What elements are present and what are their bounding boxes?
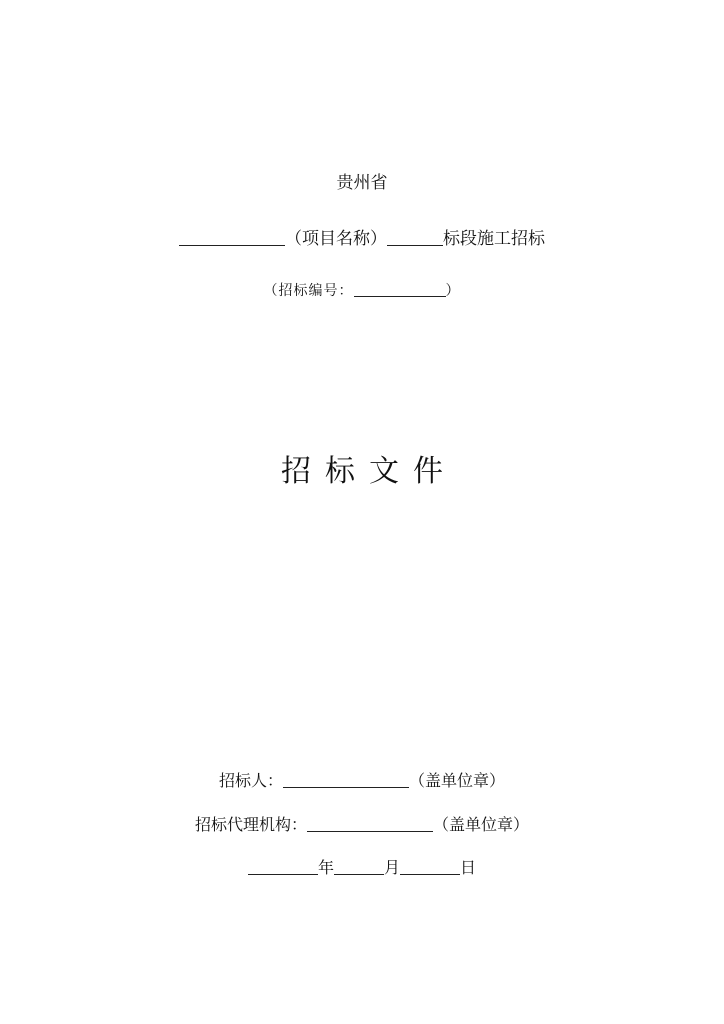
year-blank (248, 858, 318, 875)
tenderer-blank (283, 771, 409, 788)
project-name-blank (179, 228, 285, 246)
section-label: 标段施工招标 (443, 229, 545, 249)
tenderer-line (0, 768, 724, 791)
agency-seal: （盖单位章） (433, 815, 530, 834)
section-blank (387, 228, 443, 246)
tender-code-open: （招标编号： (263, 283, 354, 299)
day-label: 日 (460, 858, 477, 877)
agency-label: 招标代理机构： (194, 815, 307, 834)
day-blank (400, 858, 460, 875)
document-title-text: 招标文件 (281, 454, 457, 489)
document-title (0, 446, 724, 490)
agency-blank (307, 815, 433, 832)
project-title-line (0, 224, 724, 249)
province-heading (0, 168, 724, 193)
tender-code-blank (354, 282, 446, 297)
tenderer-seal: （盖单位章） (409, 771, 506, 790)
month-blank (334, 858, 384, 875)
province-text: 贵州省 (336, 173, 388, 193)
agency-line (0, 812, 724, 835)
month-label: 月 (383, 858, 400, 877)
tender-code-line (0, 280, 724, 300)
project-name-label: （项目名称） (285, 229, 387, 249)
tenderer-label: 招标人： (218, 771, 283, 790)
tender-code-close: ） (445, 283, 461, 299)
date-line (0, 855, 724, 878)
year-label: 年 (317, 858, 334, 877)
